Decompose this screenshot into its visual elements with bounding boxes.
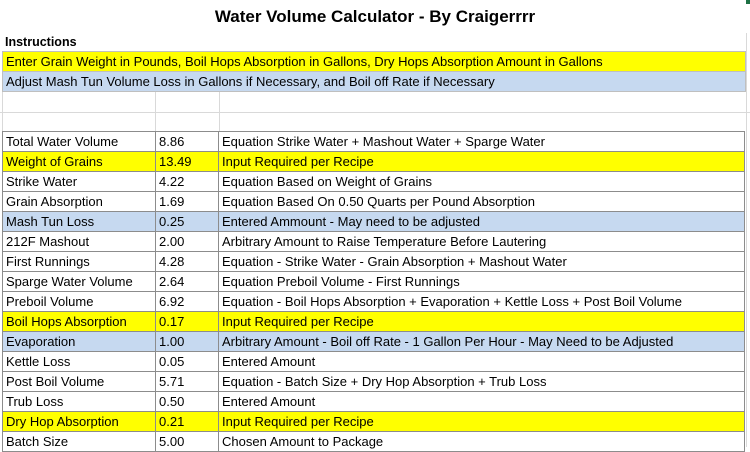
row-note-cell[interactable]: Arbitrary Amount to Raise Temperature Before Lautering (219, 232, 745, 252)
table-row (3, 132, 745, 152)
row-note-cell[interactable]: Input Required per Recipe (219, 312, 745, 332)
table-row (3, 272, 745, 292)
sheet-title[interactable]: Water Volume Calculator - By Craigerrrr (0, 0, 750, 33)
row-value-cell[interactable]: 1.69 (156, 192, 219, 212)
row-note-cell[interactable]: Equation Preboil Volume - First Runnings (219, 272, 745, 292)
row-value-cell[interactable]: 6.92 (156, 292, 219, 312)
row-label-cell[interactable]: 212F Mashout (3, 232, 156, 252)
row-label-cell[interactable]: Sparge Water Volume (3, 272, 156, 292)
instruction-line-1[interactable]: Enter Grain Weight in Pounds, Boil Hops Absorption in Gallons, Dry Hops Absorption Amount in Gallons (2, 52, 746, 72)
row-value-cell[interactable]: 2.64 (156, 272, 219, 292)
row-value-cell[interactable]: 8.86 (156, 132, 219, 152)
gridline (0, 112, 750, 113)
table-row (3, 432, 745, 452)
row-note-cell[interactable]: Entered Ammount - May need to be adjusted (219, 212, 745, 232)
row-note-cell[interactable]: Entered Amount (219, 352, 745, 372)
table-row (3, 232, 745, 252)
row-value-cell[interactable]: 4.22 (156, 172, 219, 192)
row-label-cell[interactable]: First Runnings (3, 252, 156, 272)
row-label-cell[interactable]: Dry Hop Absorption (3, 412, 156, 432)
table-row (3, 212, 745, 232)
table-row (3, 312, 745, 332)
row-value-cell[interactable]: 0.21 (156, 412, 219, 432)
row-label-cell[interactable]: Kettle Loss (3, 352, 156, 372)
water-volume-table (2, 131, 745, 452)
row-value-cell[interactable]: 0.17 (156, 312, 219, 332)
row-label-cell[interactable]: Post Boil Volume (3, 372, 156, 392)
row-note-cell[interactable]: Input Required per Recipe (219, 152, 745, 172)
row-label-cell[interactable]: Grain Absorption (3, 192, 156, 212)
row-note-cell[interactable]: Equation Strike Water + Mashout Water + Sparge Water (219, 132, 745, 152)
table-row (3, 192, 745, 212)
row-note-cell[interactable]: Arbitrary Amount - Boil off Rate - 1 Gallon Per Hour - May Need to be Adjusted (219, 332, 745, 352)
table-row (3, 172, 745, 192)
row-label-cell[interactable]: Trub Loss (3, 392, 156, 412)
row-label-cell[interactable]: Evaporation (3, 332, 156, 352)
row-note-cell[interactable]: Equation Based On 0.50 Quarts per Pound Absorption (219, 192, 745, 212)
row-label-cell[interactable]: Mash Tun Loss (3, 212, 156, 232)
selection-corner-marker (746, 0, 750, 4)
instruction-line-2[interactable]: Adjust Mash Tun Volume Loss in Gallons if Necessary, and Boil off Rate if Necessary (2, 72, 746, 92)
row-label-cell[interactable]: Weight of Grains (3, 152, 156, 172)
row-label-cell[interactable]: Batch Size (3, 432, 156, 452)
table-row (3, 372, 745, 392)
row-value-cell[interactable]: 0.50 (156, 392, 219, 412)
gridline (746, 0, 747, 447)
row-note-cell[interactable]: Equation - Boil Hops Absorption + Evaporation + Kettle Loss + Post Boil Volume (219, 292, 745, 312)
row-value-cell[interactable]: 1.00 (156, 332, 219, 352)
table-row (3, 352, 745, 372)
table-row (3, 252, 745, 272)
instructions-header[interactable]: Instructions (2, 33, 746, 52)
row-note-cell[interactable]: Input Required per Recipe (219, 412, 745, 432)
row-value-cell[interactable]: 0.25 (156, 212, 219, 232)
row-value-cell[interactable]: 5.71 (156, 372, 219, 392)
row-label-cell[interactable]: Strike Water (3, 172, 156, 192)
table-row (3, 392, 745, 412)
row-note-cell[interactable]: Equation Based on Weight of Grains (219, 172, 745, 192)
row-value-cell[interactable]: 0.05 (156, 352, 219, 372)
row-value-cell[interactable]: 4.28 (156, 252, 219, 272)
row-note-cell[interactable]: Entered Amount (219, 392, 745, 412)
row-value-cell[interactable]: 13.49 (156, 152, 219, 172)
row-value-cell[interactable]: 2.00 (156, 232, 219, 252)
row-note-cell[interactable]: Equation - Strike Water - Grain Absorption + Mashout Water (219, 252, 745, 272)
table-row (3, 152, 745, 172)
table-row (3, 292, 745, 312)
row-label-cell[interactable]: Total Water Volume (3, 132, 156, 152)
row-value-cell[interactable]: 5.00 (156, 432, 219, 452)
table-row (3, 412, 745, 432)
row-note-cell[interactable]: Equation - Batch Size + Dry Hop Absorption + Trub Loss (219, 372, 745, 392)
table-row (3, 332, 745, 352)
row-label-cell[interactable]: Preboil Volume (3, 292, 156, 312)
row-note-cell[interactable]: Chosen Amount to Package (219, 432, 745, 452)
row-label-cell[interactable]: Boil Hops Absorption (3, 312, 156, 332)
